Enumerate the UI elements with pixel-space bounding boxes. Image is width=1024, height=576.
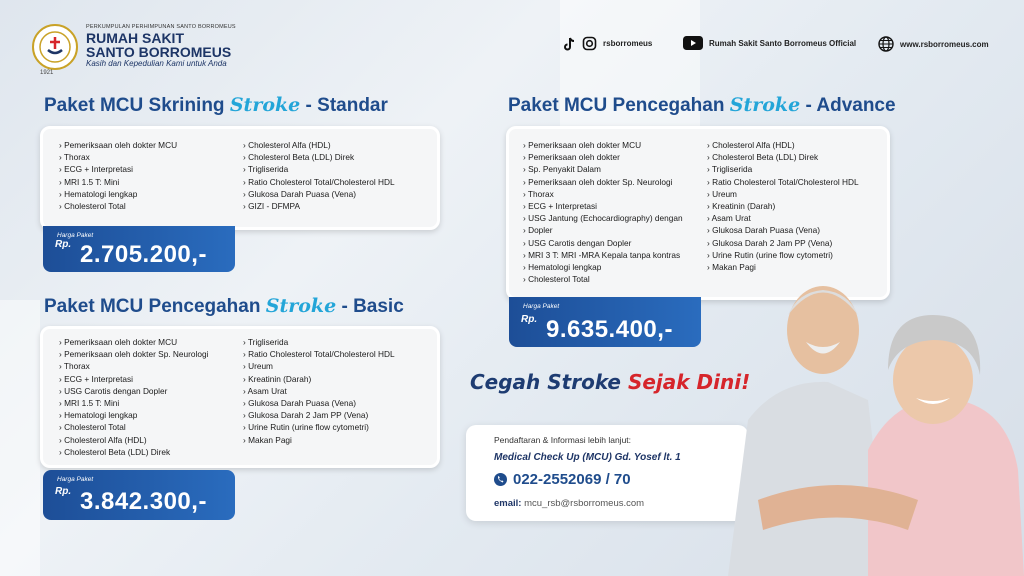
- logo-year: 1921: [40, 70, 54, 76]
- basic-price-box: [43, 470, 235, 520]
- package-item: › Kreatinin (Darah): [243, 373, 395, 385]
- package-item: › Cholesterol Alfa (HDL): [59, 434, 208, 446]
- basic-card: [40, 326, 440, 468]
- package-item: › Makan Pagi: [243, 434, 395, 446]
- package-item: › MRI 1.5 T: Mini: [59, 397, 208, 409]
- price-label: Harga Paket: [57, 476, 94, 483]
- tiktok-icon: [562, 37, 576, 51]
- package-item: › ECG + Interpretasi: [59, 373, 208, 385]
- hospital-logo: [32, 24, 78, 70]
- phone-link[interactable]: [494, 471, 631, 488]
- price-currency: Rp.: [521, 314, 538, 325]
- basic-title-part: - Basic: [336, 296, 404, 317]
- package-item: › Ratio Cholesterol Total/Cholesterol HDL: [243, 348, 395, 360]
- package-item: › MRI 3 T: MRI -MRA Kepala tanpa kontras: [523, 249, 683, 261]
- price-currency: Rp.: [55, 239, 72, 250]
- package-item: › Cholesterol Beta (LDL) Direk: [707, 151, 859, 163]
- contact-card: [466, 425, 748, 521]
- social-youtube[interactable]: [683, 36, 856, 50]
- org-parent-name: PERKUMPULAN PERHIMPUNAN SANTO BORROMEUS: [86, 24, 236, 30]
- package-item: › ECG + Interpretasi: [59, 163, 177, 175]
- package-item: › Asam Urat: [707, 212, 859, 224]
- org-name: [86, 31, 231, 59]
- package-item: › Cholesterol Alfa (HDL): [243, 139, 395, 151]
- package-item: › Hematologi lengkap: [59, 409, 208, 421]
- package-item: › GIZI - DFMPA: [243, 200, 395, 212]
- package-item: › Kreatinin (Darah): [707, 200, 859, 212]
- package-item: › Hematologi lengkap: [523, 261, 683, 273]
- package-item: › ECG + Interpretasi: [523, 200, 683, 212]
- standar-title: [44, 94, 388, 117]
- package-item: › Pemeriksaan oleh dokter Sp. Neurologi: [59, 348, 208, 360]
- advance-title: [508, 94, 896, 117]
- package-item: › Cholesterol Beta (LDL) Direk: [59, 446, 208, 458]
- slogan-part2: Sejak Dini!: [627, 370, 751, 394]
- email-address: mcu_rsb@rsborromeus.com: [524, 498, 645, 509]
- package-item: › Thorax: [523, 188, 683, 200]
- basic-list-right: [243, 336, 395, 446]
- email-label: email:: [494, 498, 522, 509]
- youtube-channel: Rumah Sakit Santo Borromeus Official: [709, 38, 857, 48]
- package-item: › Glukosa Darah Puasa (Vena): [243, 188, 395, 200]
- advance-list-right: [707, 139, 859, 273]
- basic-title: [44, 295, 404, 318]
- package-item: › Trigliserida: [243, 336, 395, 348]
- elderly-couple-photo: [718, 270, 1024, 576]
- package-item: › Ratio Cholesterol Total/Cholesterol HDL: [243, 176, 395, 188]
- package-item: › Ureum: [707, 188, 859, 200]
- phone-icon: [494, 473, 507, 486]
- social-website[interactable]: [878, 36, 989, 52]
- package-item: › Cholesterol Alfa (HDL): [707, 139, 859, 151]
- package-item: › Cholesterol Total: [523, 273, 683, 285]
- package-item: › Hematologi lengkap: [59, 188, 177, 200]
- social-instagram[interactable]: [562, 36, 652, 51]
- package-item: › Cholesterol Total: [59, 421, 208, 433]
- package-item: › USG Jantung (Echocardiography) dengan: [523, 212, 683, 224]
- price-label: Harga Paket: [57, 232, 94, 239]
- package-item: › Pemeriksaan oleh dokter MCU: [59, 139, 177, 151]
- basic-list-left: [59, 336, 208, 458]
- standar-list-left: [59, 139, 177, 212]
- package-item: › Trigliserida: [243, 163, 395, 175]
- tagline: Kasih dan Kepedulian Kami untuk Anda: [86, 59, 227, 68]
- package-item: › Cholesterol Beta (LDL) Direk: [243, 151, 395, 163]
- package-item: › Pemeriksaan oleh dokter: [523, 151, 683, 163]
- background-panel: [0, 300, 40, 576]
- price-label: Harga Paket: [523, 303, 560, 310]
- package-item: › USG Carotis dengan Dopler: [523, 237, 683, 249]
- package-item: › Trigliserida: [707, 163, 859, 175]
- slogan-part1: Cegah Stroke: [470, 370, 628, 394]
- standar-price-box: [43, 226, 235, 272]
- package-item: › Dopler: [523, 224, 683, 236]
- package-item: › Thorax: [59, 151, 177, 163]
- standar-price: 2.705.200,-: [80, 241, 207, 268]
- package-item: › Pemeriksaan oleh dokter Sp. Neurologi: [523, 176, 683, 188]
- basic-title-part: Paket MCU Pencegahan: [44, 296, 266, 317]
- basic-title-stroke: Stroke: [265, 295, 337, 317]
- website-url: www.rsborromeus.com: [900, 39, 989, 49]
- package-item: › Pemeriksaan oleh dokter MCU: [59, 336, 208, 348]
- standar-card: [40, 126, 440, 230]
- standar-title-part: - Standar: [300, 95, 388, 116]
- package-item: › Ratio Cholesterol Total/Cholesterol HDL: [707, 176, 859, 188]
- standar-list-right: [243, 139, 395, 212]
- package-item: › Thorax: [59, 360, 208, 372]
- package-item: › Glukosa Darah Puasa (Vena): [707, 224, 859, 236]
- package-item: › Asam Urat: [243, 385, 395, 397]
- slogan: [470, 370, 750, 394]
- package-item: › Cholesterol Total: [59, 200, 177, 212]
- price-currency: Rp.: [55, 486, 72, 497]
- package-item: › Sp. Penyakit Dalam: [523, 163, 683, 175]
- package-item: › MRI 1.5 T: Mini: [59, 176, 177, 188]
- package-item: › Makan Pagi: [707, 261, 859, 273]
- advance-price-box: [509, 297, 701, 347]
- package-item: › Ureum: [243, 360, 395, 372]
- package-item: › Glukosa Darah 2 Jam PP (Vena): [243, 409, 395, 421]
- org-name-line1: RUMAH SAKIT: [86, 30, 184, 46]
- package-item: › Pemeriksaan oleh dokter MCU: [523, 139, 683, 151]
- basic-price: 3.842.300,-: [80, 488, 207, 515]
- phone-number: 022-2552069 / 70: [513, 471, 631, 488]
- advance-list-left: [523, 139, 683, 285]
- package-item: › Glukosa Darah Puasa (Vena): [243, 397, 395, 409]
- package-item: › Urine Rutin (urine flow cytometri): [243, 421, 395, 433]
- contact-intro: Pendaftaran & Informasi lebih lanjut:: [494, 435, 632, 445]
- package-item: › Urine Rutin (urine flow cytometri): [707, 249, 859, 261]
- advance-title-stroke: Stroke: [729, 94, 801, 116]
- globe-icon: [878, 36, 894, 52]
- standar-title-part: Paket MCU Skrining: [44, 95, 230, 116]
- org-name-line2: SANTO BORROMEUS: [86, 44, 232, 60]
- package-item: › USG Carotis dengan Dopler: [59, 385, 208, 397]
- advance-title-part: Paket MCU Pencegahan: [508, 95, 730, 116]
- youtube-icon: [683, 36, 703, 50]
- package-item: › Glukosa Darah 2 Jam PP (Vena): [707, 237, 859, 249]
- standar-title-stroke: Stroke: [229, 94, 301, 116]
- advance-price: 9.635.400,-: [546, 316, 673, 343]
- email-link[interactable]: [494, 498, 644, 509]
- instagram-icon: [582, 36, 597, 51]
- instagram-handle: rsborromeus: [603, 39, 653, 48]
- advance-title-part: - Advance: [800, 95, 896, 116]
- contact-location: Medical Check Up (MCU) Gd. Yosef lt. 1: [494, 452, 681, 463]
